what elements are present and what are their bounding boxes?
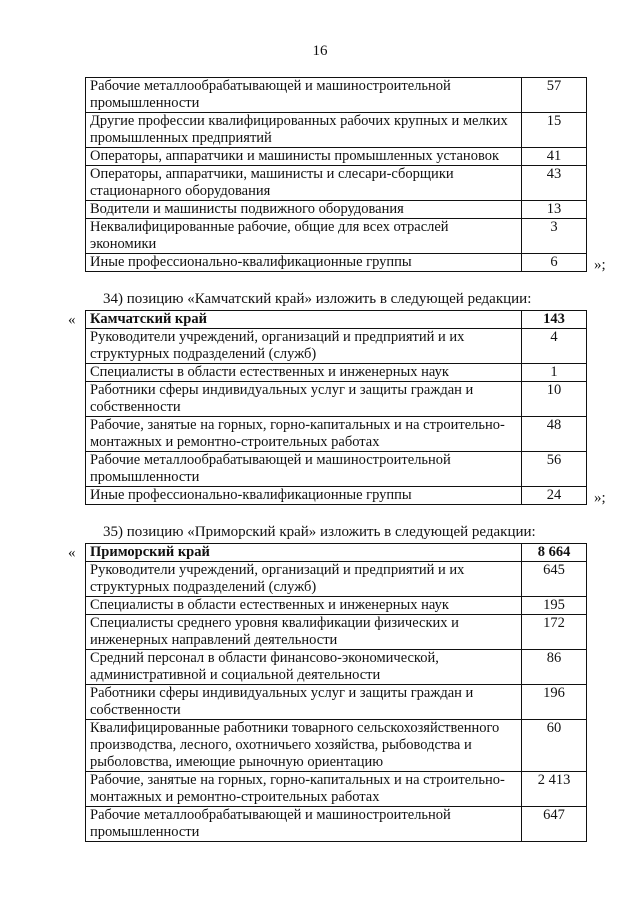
row-label: Руководители учреждений, организаций и предприятий и их структурных подразделений (служб) [86,562,522,597]
table-row [86,254,587,272]
row-label: Специалисты в области естественных и инженерных наук [86,597,522,615]
opening-quote: « [68,545,76,561]
row-value: 645 [522,562,587,597]
table-row [86,597,587,615]
table-row [86,685,587,720]
row-label: Работники сферы индивидуальных услуг и защиты граждан и собственности [86,382,522,417]
table-primorsky [85,543,587,842]
row-value: 60 [522,720,587,772]
row-value: 86 [522,650,587,685]
row-value: 4 [522,329,587,364]
row-value: 2 413 [522,772,587,807]
row-value: 13 [522,201,587,219]
row-label: Руководители учреждений, организаций и предприятий и их структурных подразделений (служб) [86,329,522,364]
table-row [86,219,587,254]
row-label: Рабочие металлообрабатывающей и машиностроительной промышленности [86,78,522,113]
table-row [86,78,587,113]
closing-quote: »; [594,257,606,273]
row-label: Работники сферы индивидуальных услуг и защиты граждан и собственности [86,685,522,720]
row-value: 1 [522,364,587,382]
row-value: 3 [522,219,587,254]
table-row [86,417,587,452]
table-row [86,487,587,505]
closing-quote: »; [594,490,606,506]
table-continuation [85,77,587,272]
row-label: Иные профессионально-квалификационные группы [86,254,522,272]
row-label: Рабочие металлообрабатывающей и машиностроительной промышленности [86,452,522,487]
table-row [86,329,587,364]
amendment-paragraph-34: 34) позицию «Камчатский край» изложить в следующей редакции: [103,291,532,307]
table-kamchatka [85,310,587,505]
table-row [86,113,587,148]
table-header-row [86,311,587,329]
region-total: 8 664 [522,544,587,562]
row-label: Неквалифицированные рабочие, общие для всех отраслей экономики [86,219,522,254]
row-label: Иные профессионально-квалификационные группы [86,487,522,505]
row-value: 24 [522,487,587,505]
row-label: Операторы, аппаратчики, машинисты и слесари-сборщики стационарного оборудования [86,166,522,201]
row-value: 56 [522,452,587,487]
region-name: Камчатский край [86,311,522,329]
row-label: Операторы, аппаратчики и машинисты промышленных установок [86,148,522,166]
row-value: 647 [522,807,587,842]
row-value: 57 [522,78,587,113]
row-label: Рабочие, занятые на горных, горно-капитальных и на строительно-монтажных и ремонтно-строительных работах [86,417,522,452]
row-label: Средний персонал в области финансово-экономической, административной и социальной деятельности [86,650,522,685]
row-label: Рабочие металлообрабатывающей и машиностроительной промышленности [86,807,522,842]
row-value: 15 [522,113,587,148]
region-total: 143 [522,311,587,329]
table-row [86,772,587,807]
table-row [86,562,587,597]
table-row [86,615,587,650]
row-value: 43 [522,166,587,201]
row-label: Специалисты в области естественных и инженерных наук [86,364,522,382]
table-row [86,201,587,219]
row-value: 172 [522,615,587,650]
row-value: 195 [522,597,587,615]
row-value: 10 [522,382,587,417]
row-value: 196 [522,685,587,720]
row-label: Квалифицированные работники товарного сельскохозяйственного производства, лесного, охотничьего хозяйства, рыбоводства и рыболовства, имеющие рыночную ориентацию [86,720,522,772]
table-header-row [86,544,587,562]
table-row [86,720,587,772]
table-row [86,364,587,382]
row-value: 41 [522,148,587,166]
region-name: Приморский край [86,544,522,562]
row-label: Другие профессии квалифицированных рабочих крупных и мелких промышленных предприятий [86,113,522,148]
table-row [86,807,587,842]
amendment-paragraph-35: 35) позицию «Приморский край» изложить в следующей редакции: [103,524,536,540]
row-value: 6 [522,254,587,272]
row-label: Специалисты среднего уровня квалификации физических и инженерных направлений деятельности [86,615,522,650]
opening-quote: « [68,312,76,328]
row-label: Водители и машинисты подвижного оборудования [86,201,522,219]
row-label: Рабочие, занятые на горных, горно-капитальных и на строительно-монтажных и ремонтно-строительных работах [86,772,522,807]
table-row [86,148,587,166]
table-row [86,650,587,685]
table-row [86,382,587,417]
table-row [86,452,587,487]
table-row [86,166,587,201]
page-number: 16 [312,43,328,59]
row-value: 48 [522,417,587,452]
